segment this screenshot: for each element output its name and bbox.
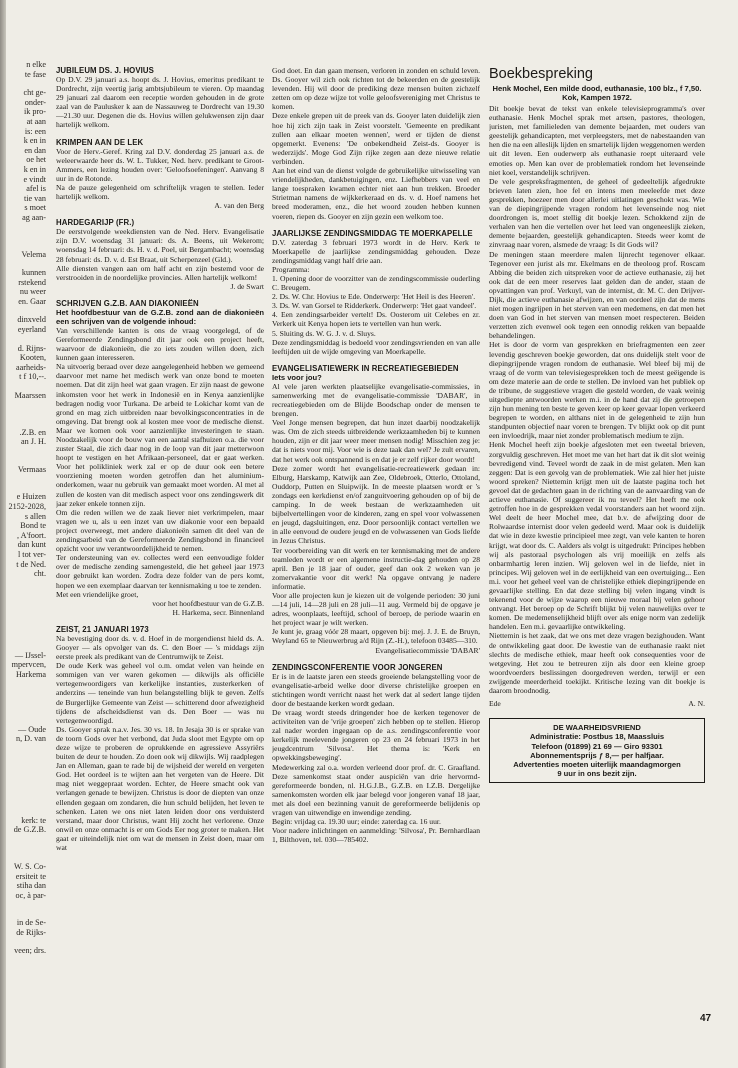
- review-body: Dit boekje bevat de tekst van enkele televisieprogramma's over euthanasie. Henk Mochel sprak met artsen, pastores, theologen, juristen, met familieleden van demente bejaarden, met ouders van geestelijk gehandicapten, met verpleegsters, met de nabestaanden van hen die na een alleslijk lijden en smartelijk lijden weggenomen werden uit dit leven. Een ouderwerp als euthanasie roept uiteraard vele emoties op. Men kan over de problematiek rondom het levenseinde niet koel, verstandelijk schrijven. De vele gespreksfragmenten, de geheel of gedeeltelijk afgedrukte brieven laten zien, hoe fel en intens men meeleefde met deze gesprekken, hoezeer men door allerlei uitlatingen geschokt was. Wie van de diepingrijpende vragen rondom het levenseinde nog niet doordrongen is, moet stellig dit boekje lezen. Schokkend zijn de verhalen van hen die vertellen over het leed van ongeneeslijk zieken, demente bejaarden, geestelijk gehandicapten. Steeds weer komt de zinvraag naar voren, alsmede de vraag: Is dit Gods wil? De meningen staan meerdere malen lijnrecht tegenover elkaar. Tegenover een jurist als mr. Ekelmans en de theoloog prof. Roscam Abbing die beiden zich uitspreken voor de actieve euthanasie, zij het ook dat de een meer reserves laat gelden dan de ander, staan de opvattingen van prof. Verkuyl, van de internist, dr. M. C. den Drijver-Dijk, die actieve euthanasie afwijzen, en van oordeel zijn dat de mens niet mogen ingrijpen in het sterven van een medemens, en dat men het doen van God in het sterven van mensen moet respecteren. Beiden verzetten zich evenwel ook tegen een onnodig rekken van bepaalde behandelingen. Het is door de vorm van gesprekken en briefragmenten een zeer levendig geschreven boekje geworden, dat ons duidelijk stelt voor de diepingrijpende vragen rondom de euthanasie. Wel bleef bij mij de vraag of de vorm van televisiegesprekken toch de meest geëigende is om deze materie aan de orde te stellen. De invloed van het publiek op de tribune, de suggestieve vragen die gesteld worden, de vaak weinig uitgediepte antwoorden werken m.i. in de hand dat zij die getroepen zijn hun mening ten beste te geven keer op keer gevaar lopen verkeerd begrepen te worden, en althans niet in de gelegenheid te zijn hun standpunten objectief naar voren te brengen. Tv blijkt ook op dit punt een invloedrijk, maar niet zonder problematisch medium te zijn. Henk Mochel heeft zijn boekje afgesloten met een tweetal brieven, zorgvuldig geschreven. Het moet me van het hart dat ik dit slot weinig bevredigend vind. Teveel wordt de zaak in de mist gelaten. Men kan zeggen: Dat is een gevolg van de problematiek. Wie zal hier het juiste woord spreken? Niettemin krijgt men uit de laatste pagina toch het gevoel dat de gedachten gaan in de richting van de aanvaarding van de actieve euthanasie. Of suggereer ik nu teveel? Het heeft me ook getroffen hoe in de gesprekken vedal voorstanders aan het woord zijn. Wel deelt de heer Mochel mee, dat b.v. de afwijzing door de Rolwaardse internist door velen gedeeld werd. Maar ook is duidelijk dat wie in deze kwestie principieel mee zegt, van vele kanten te horen krijgt, wat door ds. C. Aalders als volgt is uitgedrukt: Principes hebben wij als pastoraal psychologen als vrij moeilijk en zelfs als onbarmhartig leren inzien. Wij geloven wel in de liefde, niet in principes. Wij geloven wel in de eerlijkheid van een overtuiging... Een m.i. voor het geheel veel van de christelijke ethiek diepingrijpende en gevaarlijke stelling. En dat deze stelling bij velen ingang vindt is tekenend voor de wijze waarop een nieuwe moraal bij velen gehoor ontvangt. Het beroep op de Schrift blijkt bij velen nauwelijks over te komen. De medemenselijkheid blijft over als enige norm van zedelijk handelen. Een m.i. gevaarlijke ontwikkeling. Niettemin is het zaak, dat we ons met deze vragen bezighouden. Want de ontwikkeling gaat door. De kwestie van de euthanasie raakt niet slechts de medische ethiek, maar heeft ook consequenties voor de wetgeving. Het zou te betreuren zijn als door een kleine groep woordvoerders beslissingen doorgedreven werden, terwijl er een zwijgende meerderheid toekijkt. Kritische lezing van dit boekje is daarom broodnodig.: [489, 104, 705, 695]
- review-place: Ede: [489, 699, 501, 709]
- margin-fragment: en. Gaar: [18, 296, 46, 306]
- margin-fragment: [6, 689, 46, 698]
- book-reference: Henk Mochel, Een milde dood, euthanasie, 100 blz., f 7,50. Kok, Kampen 1972.: [492, 84, 702, 102]
- margin-fragment: Harkema: [15, 669, 46, 679]
- box-line-advertisements: Advertenties moeten uiterlijk maandagmorgen: [513, 760, 681, 769]
- margin-fragment: ag aan-: [22, 212, 46, 222]
- margin-fragment: [6, 762, 46, 771]
- article-title: HARDEGARIJP (FR.): [56, 218, 135, 228]
- margin-fragment: oc, à par-: [15, 890, 46, 900]
- margin-fragment: , A'foort.: [17, 530, 46, 540]
- margin-fragment: [6, 241, 46, 250]
- margin-fragment: an J. H.: [20, 437, 46, 447]
- article-title: SCHRIJVEN G.Z.B. AAN DIAKONIEËN: [56, 298, 199, 308]
- margin-fragment: W. S. Co-: [14, 861, 46, 871]
- margin-fragment: [6, 771, 46, 780]
- article-moerkapelle: [272, 229, 480, 356]
- margin-fragment: rstekend: [18, 277, 46, 287]
- article-body: De eerstvolgende weekdiensten van de Ned. Herv. Evangelisatie zijn D.V. woensdag 31 januari: ds. A. Beens, uit Wekerom; woensdag 14 februari: ds. H. v. d. Poel, uit Bergambacht; woensdag 28 februari: ds. D. v. d. Est Braat, uit Scherpenzeel (Gld.). Alle diensten vangen aan om half acht en zijn bestemd voor de verstrooiden in de noordelijke provincies. Allen hartelijk welkom!: [56, 227, 264, 282]
- margin-fragment: [6, 306, 46, 315]
- margin-fragment: Kooten,: [19, 353, 46, 363]
- margin-fragment: [6, 483, 46, 492]
- margin-fragment: te fase: [24, 69, 46, 79]
- column-2: [272, 66, 480, 1048]
- margin-fragment: [6, 853, 46, 862]
- margin-fragment: is: een: [24, 126, 46, 136]
- article-body: Na bevestiging door ds. v. d. Hoef in de morgendienst hield ds. A. Gooyer — als opvolger van ds. C. den Boer — 's middags zijn eerste preek als predikant van de Centrumwijk te Zeist. De oude Kerk was geheel vol o.m. omdat velen van heinde en sommigen van ver waren gekomen — dikwijls als officiële vertegenwoordigers van kerkelijke instanties, zusterkerken of anderzins — teneinde van hun belangstelling blijk te geven. Zelfs de Burgerlijke Gemeente van Zeist — schitterend door afwezigheid tijdens de afscheidsdienst van ds. Den Boer — was nu vertegenwoordigd. Ds. Gooyer sprak n.a.v. Jes. 30 vs. 18. In Jesaja 30 is er sprake van de toorn Gods over het verbond, dat Juda sloot met Egypte om op deze wijze te proberen de oprukkende en agressieve Assyriërs buiten de deur te houden. Zo doen ook wij dikwijls. Wij raadplegen Jan en Alleman, gaan te rade bij de wijsheid der wereld en vergeten God. Het oordeel is te wijten aan het vergeten van de Heere. Dit mag niet weggepraat worden. Echter, de Heere smacht ook van verlangen genade te bewijzen. Christus is door de diepten van onze ellenden gegaan om zondaren, die hun schuld belijden, het leven te schenken. Laten we ons niet laten leiden door ons verduisterd verstand, maar door Christus, want Hij zocht het verlorene. Onze onwil en onze onmacht is er om Gods Eer nog groter te maken. Het gaat er uiteindelijk niet om wat de mensen in Zeist doen, maar om wat: [56, 633, 264, 853]
- margin-fragment: l tot ver-: [17, 549, 46, 559]
- article-body: Er is in de laatste jaren een steeds groeiende belangstelling voor de evangelisatie-arbeid welke door diverse christelijke groepen en stichtingen wordt verricht naast het werk dat al sedert lange tijden door de bestaande kerken wordt gedaan. De vraag wordt steeds dringender hoe de kerken tegenover de activiteiten van de 'vrije groepen' zich hebben op te stellen. Hierop zal nader worden ingegaan op de a.s. zendingsconferentie voor kerkelijk meelevende jongeren op 23 en 24 februari 1973 in het jeugdcentrum 'Silvosa'. Het thema is: 'Kerk en opwekkingsbeweging'. Medewerking zal o.a. worden verleend door prof. dr. C. Graafland. Deze samenkomst staat onder auspiciën van drie hervormd-gereformeerde bonden, nl. H.G.J.B., G.Z.B. en I.Z.B. Dergelijke samenkomsten worden elk jaar belegd voor jongeren vanaf 18 jaar, met als doel een bezinning vanuit de gereformeerde belijdenis op vragen van uitwendige en inwendige zending. Begin: vrijdag ca. 19.30 uur; einde: zaterdag ca. 16 uur. Voor nadere inlichtingen en aanmelding: 'Silvosa', Pr. Bernhardlaan 1, Bilthoven, tel. 030—785402.: [272, 671, 480, 845]
- margin-fragment: [6, 456, 46, 465]
- margin-fragment: d. Rijns-: [17, 343, 46, 353]
- margin-fragment: Bond te: [20, 521, 46, 531]
- margin-fragment: e vindt: [23, 174, 46, 184]
- margin-fragment: [6, 232, 46, 241]
- margin-fragment: — Oude: [18, 724, 46, 734]
- margin-fragment: [6, 844, 46, 853]
- margin-fragment: [6, 79, 46, 88]
- article-signature: A. van den Berg: [214, 201, 264, 211]
- previous-page-fragments: [6, 60, 46, 1050]
- article-title: EVANGELISATIEWERK IN RECREATIEGEBIEDEN: [272, 363, 459, 373]
- article-signature: J. de Swart: [230, 281, 264, 291]
- margin-fragment: at aan: [26, 116, 46, 126]
- margin-fragment: veen; drs.: [14, 946, 46, 956]
- margin-fragment: [6, 633, 46, 642]
- article-zeist: [56, 625, 264, 852]
- margin-fragment: e Huizen: [16, 492, 46, 502]
- margin-fragment: s moet: [24, 203, 46, 213]
- margin-fragment: [6, 615, 46, 624]
- margin-fragment: cht.: [33, 569, 46, 579]
- margin-fragment: n elke: [26, 60, 46, 69]
- article-zeist-continued: [272, 66, 480, 221]
- article-gzb-diakonieen: [56, 299, 264, 617]
- margin-fragment: [6, 807, 46, 816]
- article-title: JUBILEUM DS. J. HOVIUS: [56, 66, 154, 75]
- column-3: [489, 66, 705, 1006]
- box-line-administration: Administratie: Postbus 18, Maassluis: [529, 732, 665, 742]
- article-signature: Evangelisatiecommissie 'DABAR': [375, 645, 480, 655]
- margin-fragment: de Rijks-: [16, 927, 46, 937]
- margin-fragment: [6, 642, 46, 651]
- publication-name: DE WAARHEIDSVRIEND: [553, 723, 641, 733]
- article-body: D.V. zaterdag 3 februari 1973 wordt in de Herv. Kerk te Moerkapelle de jaarlijkse zendingsmiddag gehouden. Deze zendingsmiddag vangt half drie aan. Programma: 1. Opening door de voorzitter van de zendingscommissie ouderling C. Breugem. 2. Ds. W. Chr. Hovius te Ede. Onderwerp: 'Het Heil is des Heeren'. 3. Ds. W. van Gorsel te Ridderkerk. Onderwerp: 'Het gaat vandeel'. 4. Een zendingsarbeider vertelt! Ds. Oosterom uit Celebes en zr. Verkerk uit Kenya hopen iets te vertellen van hun werk. 5. Sluiting ds. W. G. J. v. d. Sluys. Deze zendingsmiddag is bedoeld voor zendingsvrienden en van alle leeftijden uit de wijde omgeving van Moerkapelle.: [272, 237, 480, 356]
- margin-fragment: [6, 597, 46, 606]
- margin-fragment: [6, 410, 46, 419]
- margin-fragment: mpervcen,: [11, 660, 46, 670]
- margin-fragment: [6, 223, 46, 232]
- margin-fragment: ersiteit te: [15, 871, 46, 881]
- margin-fragment: [6, 798, 46, 807]
- article-body: Voor de Herv.-Geref. Kring zal D.V. donderdag 25 januari a.s. de weleerwaarde heer ds. W. L. Tukker, Ned. herv. predikant te Groot-Ammers, een lezing houden over: 'Geloofsoefeningen'. Aanvang 8 uur in de Rotonde. Na de pauze gelegenheid om schriftelijk vragen te stellen. Ieder hartelijk welkom.: [56, 146, 264, 202]
- margin-fragment: 2152-2028,: [8, 502, 46, 511]
- margin-fragment: Vermaas: [17, 464, 46, 474]
- margin-fragment: nu weer: [19, 287, 46, 297]
- article-signature: voor het hoofdbestuur van de G.Z.B. H. Harkema, secr. Binnenland: [152, 598, 264, 617]
- margin-fragment: [6, 744, 46, 753]
- section-title-boekbespreking: Boekbespreking: [489, 66, 593, 82]
- book-review: [489, 104, 705, 708]
- margin-fragment: s allen: [24, 511, 46, 521]
- margin-fragment: [6, 707, 46, 716]
- margin-fragment: k en in: [23, 136, 46, 146]
- margin-fragment: [6, 419, 46, 428]
- margin-fragment: [6, 335, 46, 344]
- article-evangelisatiewerk: [272, 364, 480, 655]
- margin-fragment: [6, 753, 46, 762]
- margin-fragment: onder-: [24, 97, 46, 107]
- margin-fragment: kerk: te: [21, 815, 46, 825]
- article-body: Op D.V. 29 januari a.s. hoopt ds. J. Hovius, emeritus predikant te Dordrecht, zijn veertig jarig ambtsjubileum te vieren. Op maandag 29 januari zal daarom een receptie worden gehouden in de grote zaal van de Paulusker k aan de Nassauweg te Dordrecht van 19.30—21.30 uur. Degenen die ds. Hovius willen gelukwensen zijn daar hartelijk welkom.: [56, 75, 264, 130]
- margin-fragment: [6, 789, 46, 798]
- margin-fragment: [6, 588, 46, 597]
- review-initials: A. N.: [688, 699, 705, 709]
- publisher-info-box: [489, 718, 705, 783]
- margin-fragment: [6, 900, 46, 909]
- margin-fragment: [6, 698, 46, 707]
- margin-fragment: [6, 835, 46, 844]
- margin-fragment: [6, 606, 46, 615]
- margin-fragment: cht ge-: [23, 88, 46, 98]
- margin-fragment: [6, 937, 46, 946]
- margin-fragment: stiha dan: [16, 881, 46, 891]
- article-subtitle: Iets voor jou?: [272, 372, 322, 382]
- margin-fragment: t f 10,--.: [19, 372, 46, 382]
- margin-fragment: [6, 909, 46, 918]
- margin-fragment: dinxveld: [17, 315, 46, 325]
- margin-fragment: t de Ned.: [16, 559, 46, 569]
- margin-fragment: [6, 474, 46, 483]
- margin-fragment: [6, 579, 46, 588]
- article-title: ZENDINGSCONFERENTIE VOOR JONGEREN: [272, 662, 443, 672]
- article-jubileum: [56, 66, 264, 130]
- margin-fragment: [6, 401, 46, 410]
- margin-fragment: eyerland: [17, 325, 46, 335]
- margin-fragment: [6, 447, 46, 456]
- margin-fragment: [6, 259, 46, 268]
- margin-fragment: afel is: [26, 184, 46, 194]
- margin-fragment: kunnen: [21, 268, 46, 278]
- margin-fragment: dan kunt: [17, 540, 46, 550]
- margin-fragment: [6, 382, 46, 391]
- margin-fragment: [6, 680, 46, 689]
- margin-fragment: [6, 624, 46, 633]
- article-body: Van verschillende kanten is ons de vraag voorgelegd, of de Gereformeerde Zendingsbond dit jaar ook een project heeft, waarvoor de diakonieën, die zo iets zouden willen doen, zich kunnen gaan interesseren. Na uitvoerig beraad over deze aangelegenheid hebben we gemeend daarvoor met name het medisch werk van onze bond te moeten noemen. Dat dit zijn heel wat gaan vragen. Er zijn naast de gewone inkomsten voor het werk in Indonesië en in Kenya aanzienlijke bedragen nodig voor Turkana. De arbeid te Lokichar komt van de grond en mag zich uitbreiden naar bevolkingsconcentraties in de omgeving. Dat brengt ook al kosten mee voor de medische dienst. Maar we komen ook voor aanzienlijke investeringen te staan. Noodzakelijk voor de bouw van een aantal stafhuizen o.a. die voor zuster Staal, die zich daar nog in de loop van dit jaar metterwoon hoopt te vestigen en het Afrikaan-personeel, dat er gaat werken. Voor het polikliniek werk zal er op de duur ook een betere voorziening moeten worden getroffen dan het aluminium-onderkomen, waar nu gebruik van gemaakt moet worden. Al met al zullen de kosten van dit medisch aspect voor ons zendingswerk dit jaar zeker enkele tonnen zijn. Om die reden willen we de zaak liever niet verkrimpelen, maar vragen we u, als u een inzet van uw diakonie voor een bepaald project overweegt, met andere diakonieën samen dit deel van de zendingsarbeid van de Gereformeerde Zendingsbond in financieel opzicht voor uw verantwoordelijkheid te nemen. Ter ondersteuning van ev. collectes werd een eenvoudige folder over de medische zending samengesteld, die het geheel jaar 1973 door gebruikt kan worden. Zodra deze folder van de pers komt, hopen we een exemplaar daarvan ter kennismaking u toe te zenden. Met een vriendelijke groet,: [56, 325, 264, 599]
- page-number: 47: [700, 1013, 712, 1024]
- article-body: God doet. En dan gaan mensen, verloren in zonden en schuld leven. Ds. Gooyer wil zich ook richten tot de bekeerden en de geestelijk levenden. Hij wil door de prediking deze mensen buiten zichzelf zetten om op deze wijze tot volle geloofsvereniging met Christus te komen. Deze enkele grepen uit de preek van ds. Gooyer laten duidelijk zien hoe hij zich zijn taak in Zeist voorstelt. 'Gemeente en predikant zullen aan elkaar moeten wennen', werd er tijden de dienst opgemerkt. Evenens: 'De onbekendheid Zeist-ds. Gooyer is wederzijds'. Moge God Zijn rijke zegen aan deze nieuwe relatie verbinden. Aan het eind van de dienst volgde de gebruikelijke uitwisseling van vriendelijkheden, dankbetuigingen, enz. Liefhebbers van veel en lange toespraken kwamen echter niet aan hun trekken. Broeder Strietman namens de wijkkerkeraad en ds. v. d. Hoef namens het breed moderamen, enz., die het woord zouden hebben kunnen voeren, riepen ds. Gooyer en zijn gezin een welkom toe.: [272, 66, 480, 221]
- article-title: ZEIST, 21 JANUARI 1973: [56, 624, 149, 634]
- article-body: Al vele jaren werkten plaatselijke evangelisatie-commissies, in samenwerking met de evangelisatie-commissie 'DABAR', in recreatiegebieden om de Blijde Boodschap onder de mensen te brengen. Veel Jonge mensen begrepen, dat hun inzet daarbij noodzakelijk was. Om de zich steeds uitbreidende werkzaamheden bij te kunnen houden, zijn er dit jaar weer meer mensen nodig! Misschien zeg je: dat is niets voor mij. Voor wie is deze taak dan wel? Je zult ervaren, dat het werk ook ontspannend is en dat je er zelf rijker door wordt! Deze zomer wordt het evangelisatie-recreatiewerk gedaan in: Elburg, Harskamp, Katwijk aan Zee, Oldebroek, Otterlo, Ottoland, Ouddorp, Putten en Sluipwijk. In de meeste plaatsen wordt er 's zondags een kerkdienst en/of zanguitvoering gehouden op of bij de camping. In de week bestaan de werkzaamheden uit bijbelvertellingen voor de kinderen, zang en spel voor volwassenen en jeugd, dagsluitingen, enz. Door persoonlijk contact vertellen we in alle eenvoud de oudere jeugd en de volwassenen van Gods liefde in Jezus Christus. Ter voorbereiding van dit werk en ter kennismaking met de andere teamleden wordt er een algemene instructie-dag gehouden op 28 april. Ben je 18 jaar of ouder, geef dan ook 2 weken van je zomervakantie voor dit werk! Na opgave ontvang je nadere informatie. Voor alle projecten kun je kiezen uit de volgende perioden: 30 juni—14 juli, 14—28 juli en 28 juli—11 aug. Vermeld bij de opgave je adres, woonplaats, leeftijd, school of beroep, de periode waarin en het project waar je wilt werken. Je kunt je, graag vóór 28 maart, opgeven bij: mej. J. J. E. de Bruyn, Weyland 65 te Nieuwerbrug a/d Rijn (Z.-H.), telefoon 03485—310.: [272, 381, 480, 646]
- margin-fragment: — IJssel-: [14, 650, 46, 660]
- margin-fragment: tie van: [23, 193, 46, 203]
- margin-fragment: .Z.B. en: [19, 427, 46, 437]
- review-signature-row: [489, 699, 705, 708]
- margin-fragment: ik pro-: [23, 107, 46, 117]
- margin-fragment: [6, 716, 46, 725]
- article-subtitle: Het hoofdbestuur van de G.Z.B. zond aan de diakonieën een schrijven van de volgende inhoud:: [56, 307, 264, 326]
- article-krimpen: [56, 138, 264, 211]
- margin-fragment: de G.Z.B.: [13, 825, 46, 835]
- margin-fragment: Velema: [21, 249, 46, 259]
- margin-fragment: [6, 780, 46, 789]
- box-line-deadline: 9 uur in ons bezit zijn.: [557, 769, 637, 779]
- margin-fragment: n, D. van: [15, 734, 46, 744]
- article-title: JAARLIJKSE ZENDINGSMIDDAG TE MOERKAPELLE: [272, 228, 473, 238]
- margin-fragment: aarheids-: [15, 362, 46, 372]
- box-line-telephone: Telefoon (01899) 21 69 — Giro 93301: [531, 741, 663, 751]
- margin-fragment: in de Se-: [16, 918, 46, 928]
- article-zendingsconferentie: [272, 663, 480, 845]
- margin-fragment: k en in: [23, 164, 46, 174]
- article-hardegarijp: [56, 218, 264, 291]
- article-title: KRIMPEN AAN DE LEK: [56, 137, 144, 147]
- margin-fragment: en dan: [24, 145, 46, 155]
- margin-fragment: oe het: [26, 155, 46, 165]
- box-line-subscription: Abonnementsprijs ƒ 8,— per halfjaar.: [530, 750, 664, 760]
- column-1: [56, 66, 264, 1048]
- margin-fragment: Maarssen: [14, 391, 46, 401]
